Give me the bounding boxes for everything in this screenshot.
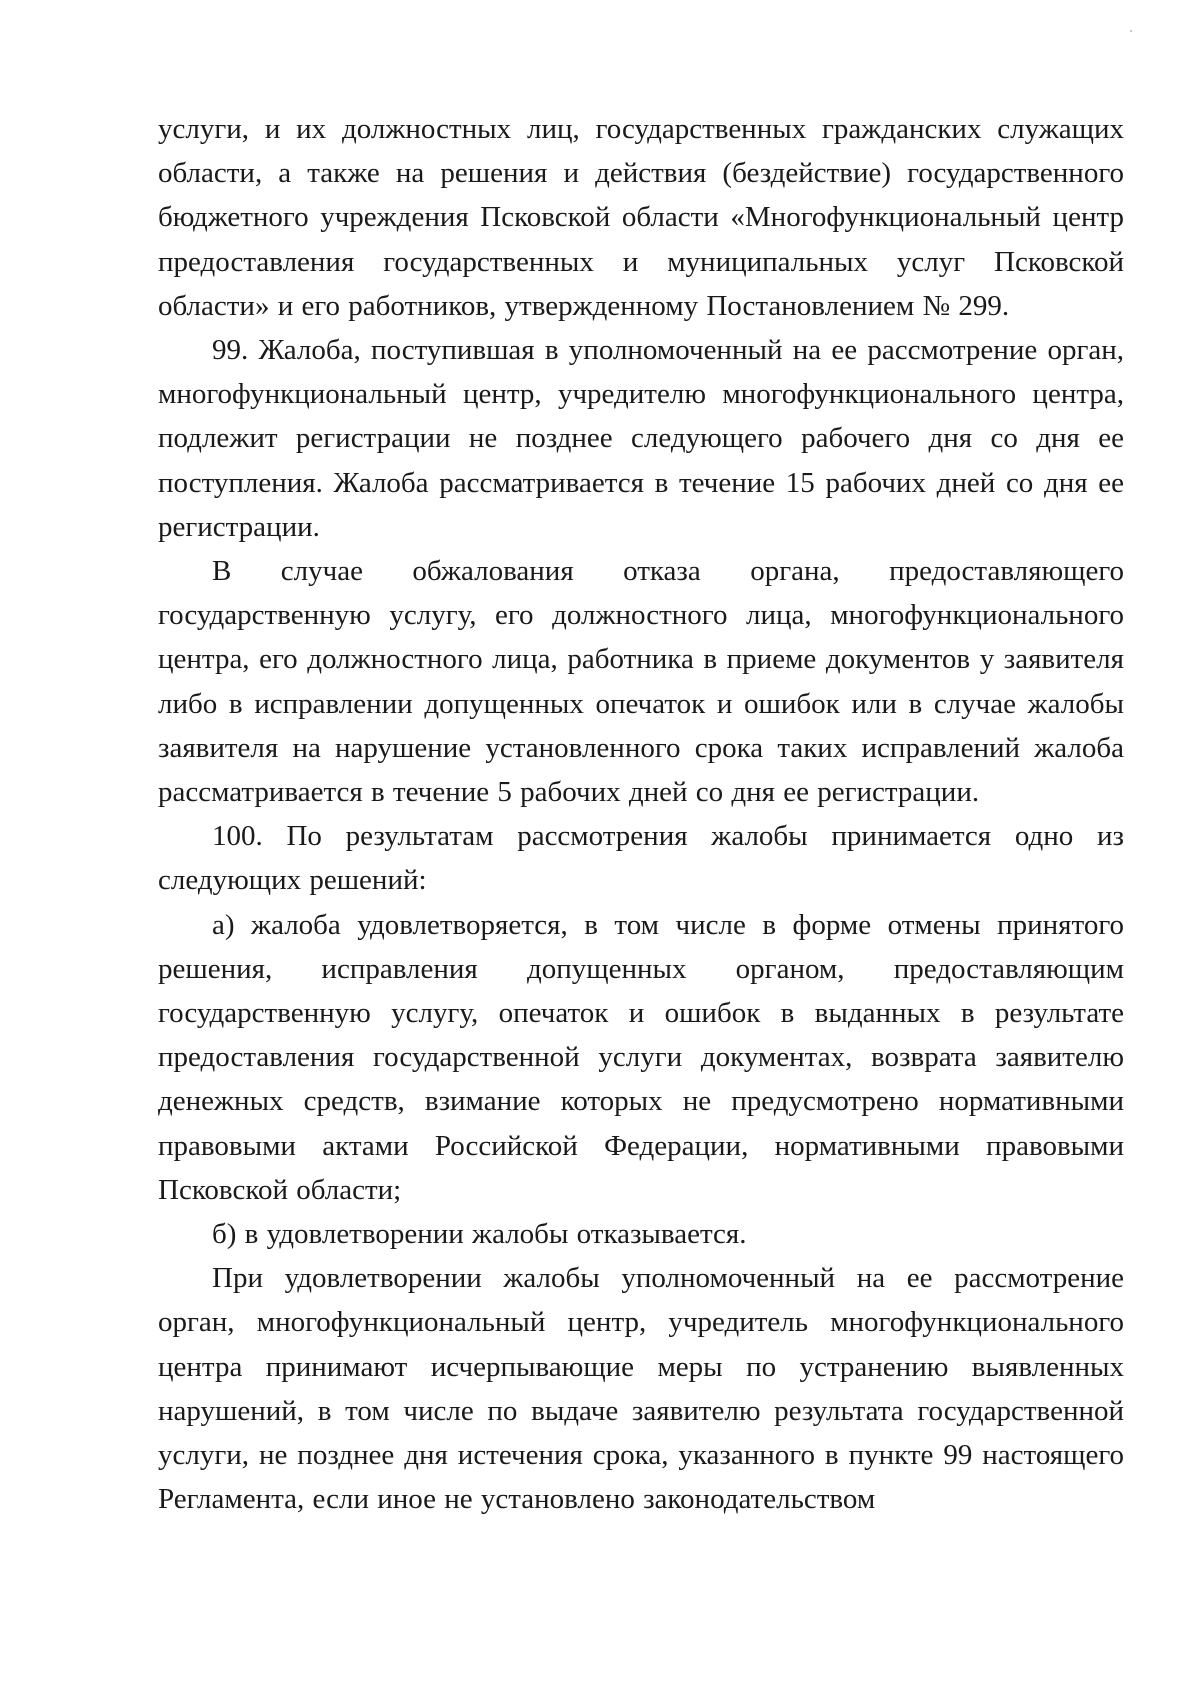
paragraph-100: 100. По результатам рассмотрения жалобы принимается одно из следующих решений: xyxy=(158,820,1124,897)
paragraph-appeal-refusal: В случае обжалования отказа органа, предоставляющего государственную услугу, его должностного лица, многофункционального центра, его должностного лица, работника в приеме документов у заявителя либо в исправлении допущенных опечаток и ошибок или в случае жалобы заявителя на нарушение установленного срока таких исправлений жалоба рассматривается в течение 5 рабочих дней со дня ее регистрации. xyxy=(158,555,1124,809)
paragraph-100-b: б) в удовлетворении жалобы отказывается. xyxy=(212,1218,747,1251)
paragraph-satisfaction-measures: При удовлетворении жалобы уполномоченный на ее рассмотрение орган, многофункциональный центр, учредитель многофункционального центра принимают исчерпывающие меры по устранению выявленных нарушений, в том числе по выдаче заявителю результата государственной услуги, не позднее дня истечения срока, указанного в пункте 99 настоящего Регламента, если иное не установлено законодательством xyxy=(158,1262,1124,1516)
scan-speck xyxy=(1130,30,1132,32)
document-body xyxy=(158,107,1124,1522)
paragraph-99: 99. Жалоба, поступившая в уполномоченный на ее рассмотрение орган, многофункциональный центр, учредителю многофункционального центра, подлежит регистрации не позднее следующего рабочего дня со дня ее поступления. Жалоба рассматривается в течение 15 рабочих дней со дня ее регистрации. xyxy=(158,334,1124,543)
paragraph-100-a: а) жалоба удовлетворяется, в том числе в форме отмены принятого решения, исправления допущенных органом, предоставляющим государственную услугу, опечаток и ошибок в выданных в результате предоставления государственной услуги документах, возврата заявителю денежных средств, взимание которых не предусмотрено нормативными правовыми актами Российской Федерации, нормативными правовыми Псковской области; xyxy=(158,908,1124,1206)
paragraph-continuation: услуги, и их должностных лиц, государственных гражданских служащих области, а также на решения и действия (бездействие) государственного бюджетного учреждения Псковской области «Многофункциональный центр предоставления государственных и муниципальных услуг Псковской области» и его работников, утвержденному Постановлением № 299. xyxy=(158,113,1124,322)
